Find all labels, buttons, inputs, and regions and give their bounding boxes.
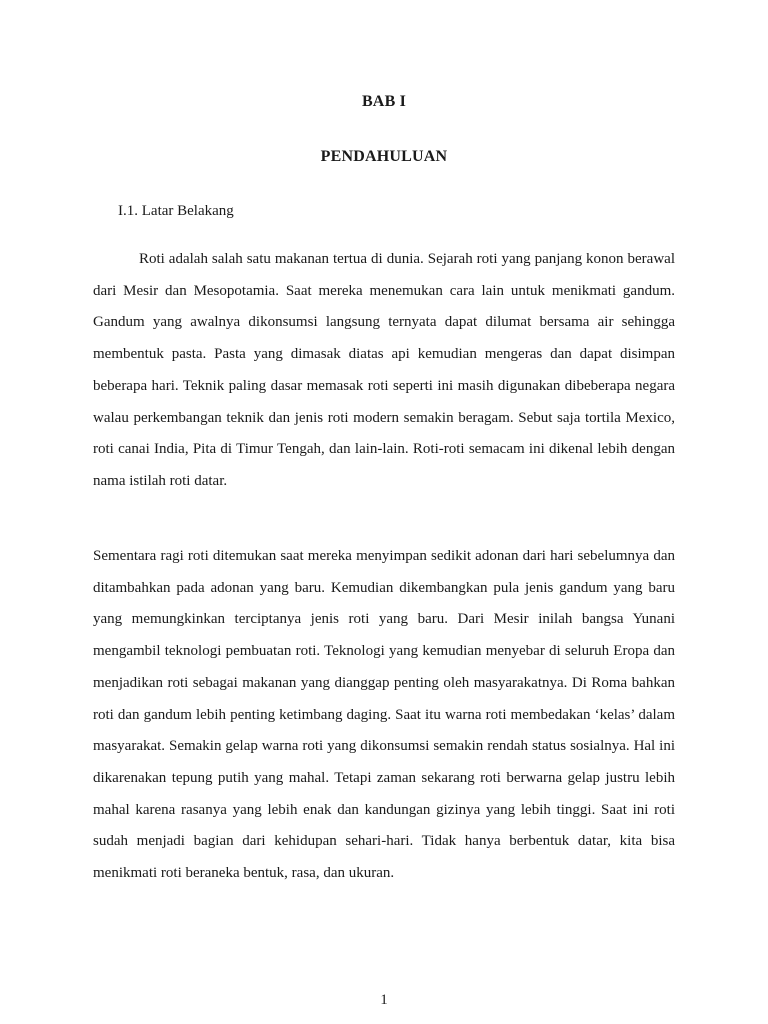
page-number: 1 xyxy=(380,992,388,1008)
body-paragraph-2: Sementara ragi roti ditemukan saat mereka menyimpan sedikit adonan dari hari sebelumnya dan ditambahkan pada adonan yang baru. Kemudian dikembangkan pula jenis gandum yang baru yang memungkinkan terciptanya jenis roti yang baru. Dari Mesir inilah bangsa Yunani mengambil teknologi pembuatan roti. Teknologi yang kemudian menyebar di seluruh Eropa dan menjadikan roti sebagai makanan yang dianggap penting oleh masyarakatnya. Di Roma bahkan roti dan gandum lebih penting ketimbang daging. Saat itu warna roti membedakan ‘kelas’ dalam masyarakat. Semakin gelap warna roti yang dikonsumsi semakin rendah status sosialnya. Hal ini dikarenakan tepung putih yang mahal. Tetapi zaman sekarang roti berwarna gelap justru lebih mahal karena rasanya yang lebih enak dan kandungan gizinya yang lebih tinggi. Saat ini roti sudah menjadi bagian dari kehidupan sehari-hari. Tidak hanya berbentuk datar, kita bisa menikmati roti beraneka bentuk, rasa, dan ukuran. xyxy=(93,548,675,882)
body-paragraph-1: Roti adalah salah satu makanan tertua di dunia. Sejarah roti yang panjang konon berawal dari Mesir dan Mesopotamia. Saat mereka menemukan cara lain untuk menikmati gandum. Gandum yang awalnya dikonsumsi langsung ternyata dapat dilumat bersama air sehingga membentuk pasta. Pasta yang dimasak diatas api kemudian mengeras dan dapat disimpan beberapa hari. Teknik paling dasar memasak roti seperti ini masih digunakan dibeberapa negara walau perkembangan teknik dan jenis roti modern semakin beragam. Sebut saja tortila Mexico, roti canai India, Pita di Timur Tengah, dan lain-lain. Roti-roti semacam ini dikenal lebih dengan nama istilah roti datar. xyxy=(93,251,675,489)
chapter-number: BAB I xyxy=(361,93,407,110)
chapter-title: PENDAHULUAN xyxy=(320,148,448,165)
section-heading: I.1. Latar Belakang xyxy=(118,203,234,219)
